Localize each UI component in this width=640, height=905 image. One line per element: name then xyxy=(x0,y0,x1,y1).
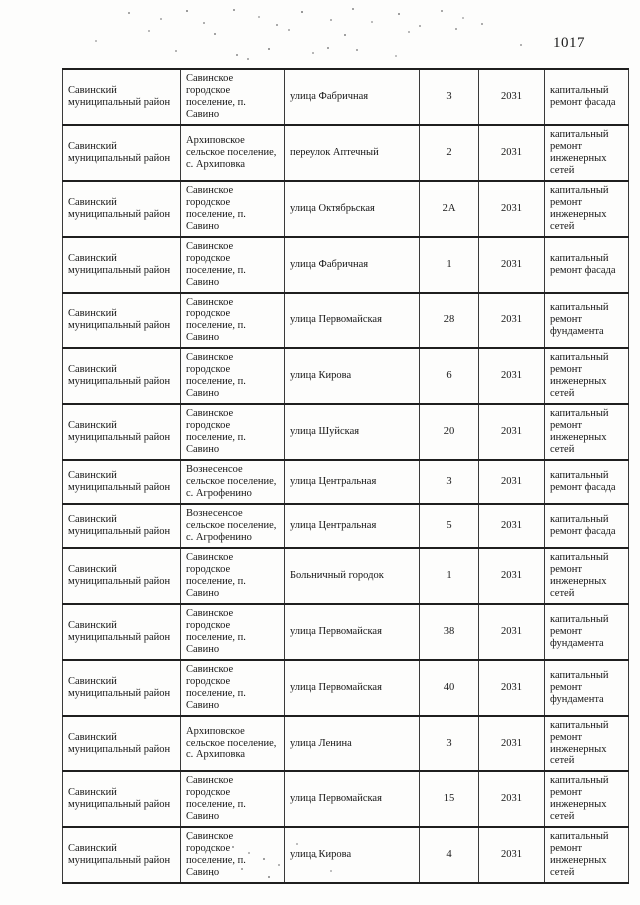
table-row xyxy=(63,660,629,716)
cell-year: 2031 xyxy=(479,69,545,125)
cell-house-number: 38 xyxy=(420,604,479,660)
cell-district: Савинский муниципальный район xyxy=(63,293,181,349)
cell-year: 2031 xyxy=(479,504,545,548)
cell-street: улица Шуйская xyxy=(285,404,420,460)
table-row xyxy=(63,125,629,181)
table-row xyxy=(63,716,629,772)
cell-work-type: капитальный ремонт инженерных сетей xyxy=(545,716,629,772)
cell-street: улица Первомайская xyxy=(285,604,420,660)
cell-district: Савинский муниципальный район xyxy=(63,504,181,548)
cell-house-number: 3 xyxy=(420,69,479,125)
cell-work-type: капитальный ремонт инженерных сетей xyxy=(545,348,629,404)
cell-work-type: капитальный ремонт инженерных сетей xyxy=(545,771,629,827)
cell-district: Савинский муниципальный район xyxy=(63,827,181,883)
cell-settlement: Савинское городское поселение, п. Савино xyxy=(181,604,285,660)
cell-district: Савинский муниципальный район xyxy=(63,69,181,125)
cell-district: Савинский муниципальный район xyxy=(63,548,181,604)
table-row xyxy=(63,548,629,604)
cell-house-number: 2 xyxy=(420,125,479,181)
table-row xyxy=(63,181,629,237)
table-row xyxy=(63,460,629,504)
cell-work-type: капитальный ремонт фасада xyxy=(545,504,629,548)
cell-street: улица Первомайская xyxy=(285,293,420,349)
cell-work-type: капитальный ремонт инженерных сетей xyxy=(545,181,629,237)
cell-district: Савинский муниципальный район xyxy=(63,771,181,827)
cell-district: Савинский муниципальный район xyxy=(63,660,181,716)
cell-house-number: 40 xyxy=(420,660,479,716)
cell-house-number: 1 xyxy=(420,237,479,293)
cell-house-number: 1 xyxy=(420,548,479,604)
cell-year: 2031 xyxy=(479,604,545,660)
cell-street: улица Первомайская xyxy=(285,660,420,716)
cell-settlement: Архиповское сельское поселение, с. Архиповка xyxy=(181,125,285,181)
cell-street: переулок Аптечный xyxy=(285,125,420,181)
cell-year: 2031 xyxy=(479,348,545,404)
table-body xyxy=(63,69,629,883)
cell-house-number: 5 xyxy=(420,504,479,548)
cell-work-type: капитальный ремонт фасада xyxy=(545,69,629,125)
cell-settlement: Савинское городское поселение, п. Савино xyxy=(181,827,285,883)
cell-street: улица Кирова xyxy=(285,348,420,404)
cell-house-number: 2А xyxy=(420,181,479,237)
cell-year: 2031 xyxy=(479,125,545,181)
scan-noise-bottom xyxy=(0,0,2,2)
table-row xyxy=(63,69,629,125)
cell-work-type: капитальный ремонт фундамента xyxy=(545,604,629,660)
cell-settlement: Савинское городское поселение, п. Савино xyxy=(181,237,285,293)
cell-house-number: 28 xyxy=(420,293,479,349)
cell-year: 2031 xyxy=(479,460,545,504)
table-row xyxy=(63,404,629,460)
cell-district: Савинский муниципальный район xyxy=(63,404,181,460)
cell-year: 2031 xyxy=(479,716,545,772)
cell-district: Савинский муниципальный район xyxy=(63,460,181,504)
table-row xyxy=(63,237,629,293)
cell-settlement: Савинское городское поселение, п. Савино xyxy=(181,69,285,125)
cell-work-type: капитальный ремонт инженерных сетей xyxy=(545,827,629,883)
cell-district: Савинский муниципальный район xyxy=(63,125,181,181)
cell-settlement: Савинское городское поселение, п. Савино xyxy=(181,771,285,827)
cell-work-type: капитальный ремонт инженерных сетей xyxy=(545,404,629,460)
cell-house-number: 4 xyxy=(420,827,479,883)
cell-street: улица Октябрьская xyxy=(285,181,420,237)
cell-settlement: Савинское городское поселение, п. Савино xyxy=(181,404,285,460)
cell-street: улица Кирова xyxy=(285,827,420,883)
cell-house-number: 6 xyxy=(420,348,479,404)
cell-street: улица Центральная xyxy=(285,504,420,548)
cell-work-type: капитальный ремонт фасада xyxy=(545,237,629,293)
cell-street: улица Первомайская xyxy=(285,771,420,827)
cell-year: 2031 xyxy=(479,548,545,604)
cell-house-number: 3 xyxy=(420,460,479,504)
cell-settlement: Вознесенсое сельское поселение, с. Агрофенино xyxy=(181,460,285,504)
cell-year: 2031 xyxy=(479,404,545,460)
cell-settlement: Савинское городское поселение, п. Савино xyxy=(181,348,285,404)
cell-work-type: капитальный ремонт фасада xyxy=(545,460,629,504)
cell-settlement: Савинское городское поселение, п. Савино xyxy=(181,548,285,604)
cell-year: 2031 xyxy=(479,660,545,716)
cell-district: Савинский муниципальный район xyxy=(63,181,181,237)
cell-year: 2031 xyxy=(479,827,545,883)
cell-year: 2031 xyxy=(479,181,545,237)
cell-house-number: 20 xyxy=(420,404,479,460)
table-row xyxy=(63,771,629,827)
cell-work-type: капитальный ремонт фундамента xyxy=(545,660,629,716)
cell-settlement: Савинское городское поселение, п. Савино xyxy=(181,660,285,716)
cell-year: 2031 xyxy=(479,293,545,349)
cell-house-number: 3 xyxy=(420,716,479,772)
repair-program-table xyxy=(62,68,629,884)
cell-district: Савинский муниципальный район xyxy=(63,716,181,772)
cell-district: Савинский муниципальный район xyxy=(63,604,181,660)
cell-year: 2031 xyxy=(479,237,545,293)
cell-settlement: Вознесенсое сельское поселение, с. Агрофенино xyxy=(181,504,285,548)
cell-street: Больничный городок xyxy=(285,548,420,604)
cell-work-type: капитальный ремонт инженерных сетей xyxy=(545,125,629,181)
cell-house-number: 15 xyxy=(420,771,479,827)
table-row xyxy=(63,827,629,883)
table-row xyxy=(63,604,629,660)
cell-settlement: Архиповское сельское поселение, с. Архиповка xyxy=(181,716,285,772)
cell-settlement: Савинское городское поселение, п. Савино xyxy=(181,293,285,349)
table-row xyxy=(63,504,629,548)
page-number: 1017 xyxy=(553,35,585,51)
cell-work-type: капитальный ремонт инженерных сетей xyxy=(545,548,629,604)
cell-street: улица Фабричная xyxy=(285,237,420,293)
cell-district: Савинский муниципальный район xyxy=(63,237,181,293)
table-row xyxy=(63,348,629,404)
cell-street: улица Фабричная xyxy=(285,69,420,125)
cell-work-type: капитальный ремонт фундамента xyxy=(545,293,629,349)
cell-year: 2031 xyxy=(479,771,545,827)
scan-noise-top xyxy=(0,0,2,2)
cell-settlement: Савинское городское поселение, п. Савино xyxy=(181,181,285,237)
table-row xyxy=(63,293,629,349)
cell-district: Савинский муниципальный район xyxy=(63,348,181,404)
cell-street: улица Ленина xyxy=(285,716,420,772)
cell-street: улица Центральная xyxy=(285,460,420,504)
